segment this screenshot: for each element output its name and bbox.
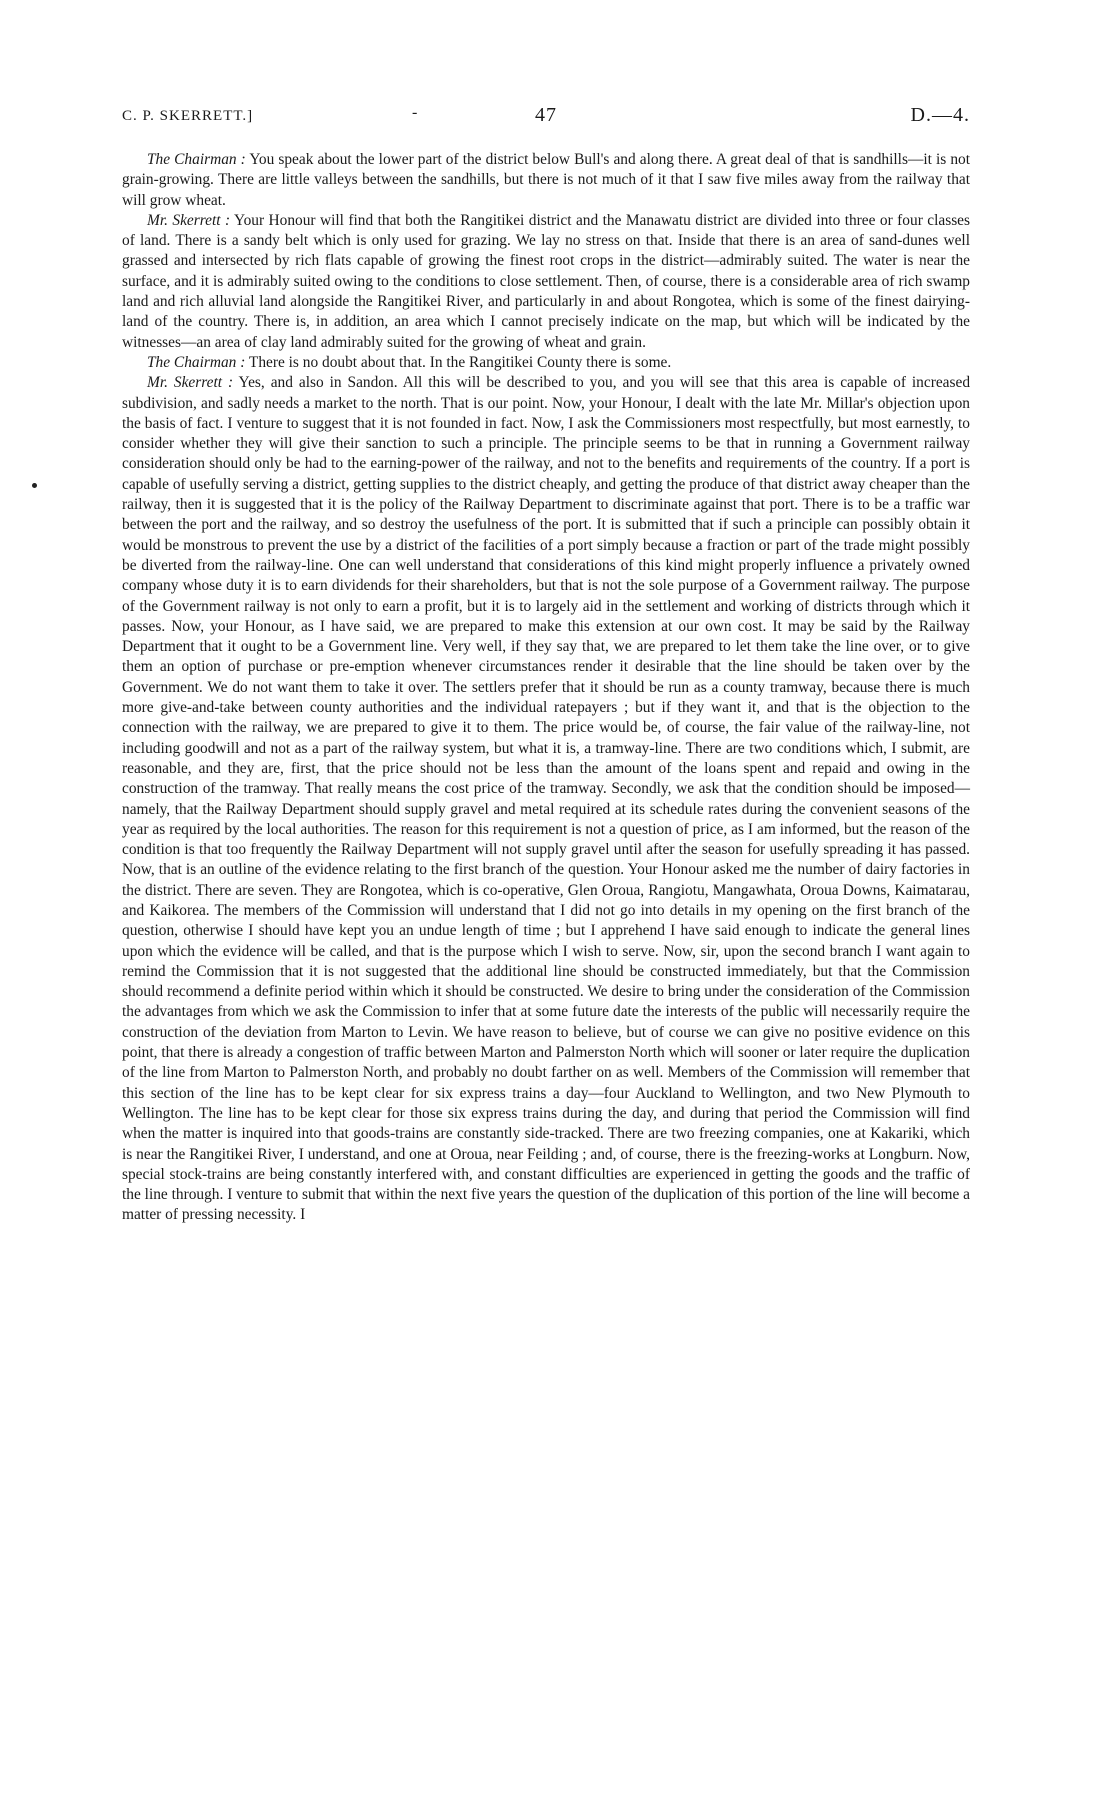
speaker-name: The Chairman : (147, 151, 246, 168)
paragraph (122, 373, 970, 1225)
paragraph-text: There is no doubt about that. In the Rangitikei County there is some. (248, 353, 672, 371)
header-document-code: D.—4. (910, 104, 970, 126)
page-header (122, 104, 970, 134)
paragraph (122, 353, 970, 373)
header-witness-name: C. P. SKERRETT.] (122, 108, 254, 124)
page-number: 47 (535, 104, 557, 126)
document-body (122, 150, 970, 1226)
speaker-name: Mr. Skerrett : (147, 374, 234, 392)
paragraph-text: You speak about the lower part of the district below Bull's and along there. A great deal of that is sandhills—it is not grain-growing. There are little valleys between the sandhills, but there is not much of it that I saw five miles away from the railway that will grow wheat. (122, 151, 970, 209)
margin-dot (32, 483, 37, 488)
header-dash: - (412, 104, 419, 121)
speaker-name: Mr. Skerrett : (147, 211, 231, 229)
paragraph-text: Yes, and also in Sandon. All this will be described to you, and you will see that this area is capable of increased subdivision, and sadly needs a market to the north. That is our point. Now, your Honour, I dealt with the late Mr. Millar's objection upon the basis of fact. I venture to suggest that it is not founded in fact. Now, I ask the Commissioners most respectfully, but most earnestly, to consider whether they will give their sanction to such a principle. The principle seems to be that in running a Government railway consideration should only be had to the earning-power of the railway, and not to the benefits and requirements of the country. If a port is capable of usefully serving a district, getting supplies to the district cheaply, and getting the produce of that district away cheaper than the railway, then it is suggested that it is the policy of the Railway Department to discriminate against that port. There is to be a traffic war between the port and the railway, and so destroy the usefulness of the port. It is submitted that if such a principle can possibly obtain it would be monstrous to prevent the use by a district of the facilities of a port simply because a fraction or part of the trade might possibly be diverted from the railway-line. One can well understand that considerations of this kind might properly influence a privately owned company whose duty it is to earn dividends for their shareholders, but that is not the sole purpose of a Government railway. The purpose of the Government railway is not only to earn a profit, but it is to largely aid in the settlement and working of districts through which it passes. Now, your Honour, as I have said, we are prepared to make this extension at our own cost. It may be said by the Railway Department that it ought to be a Government line. Very well, if they say that, we are prepared to let them take the line over, or to give them an option of purchase or pre-emption whenever circumstances render it desirable that the line should be taken over by the Government. We do not want them to take it over. The settlers prefer that it should be run as a county tramway, because there is much more give-and-take between county authorities and the individual ratepayers ; but if they want it, and that is the objection to the connection with the railway, we are prepared to give it to them. The price would be, of course, the fair value of the railway-line, not including goodwill and not as a part of the railway system, but what it is, a tramway-line. There are two conditions which, I submit, are reasonable, and they are, first, that the price should not be less than the amount of the loans spent and repaid and owing in the construction of the tramway. That really means the cost price of the tramway. Secondly, we ask that the condition should be imposed—namely, that the Railway Department should supply gravel and metal required at its schedule rates during the convenient seasons of the year as required by the local authorities. The reason for this requirement is not a question of price, as I am informed, but the reason of the condition is that too frequently the Railway Department will not supply gravel until after the season for usefully spreading it has passed. Now, that is an outline of the evidence relating to the first branch of the question. Your Honour asked me the number of dairy factories in the district. There are seven. They are Rongotea, which is co-operative, Glen Oroua, Rangiotu, Mangawhata, Oroua Downs, Kaimatarau, and Kaikorea. The members of the Commission will understand that I did not go into details in my opening on the first branch of the question, otherwise I should have kept you an undue length of time ; but I apprehend I have said enough to indicate the general lines upon which the evidence will be called, and that is the purpose which I wish to serve. Now, sir, upon the second branch I want again to remind the Commission that it is not suggested that the additional line should be constructed immediately, but that the Commission should recommend a definite period within which it should be constructed. We desire to bring under the consideration of the Commission the advantages from which we ask the Commission to infer that at some future date the interests of the public will necessarily require the construction of the deviation from Marton to Levin. We have reason to believe, but of course we can give no positive evidence on this point, that there is already a congestion of traffic between Marton and Palmerston North which will sooner or later require the duplication of the line from Marton to Palmerston North, and probably no doubt farther on as well. Members of the Commission will remember that this section of the line has to be kept clear for six express trains a day—four Auckland to Wellington, and two New Plymouth to Wellington. The line has to be kept clear for those six express trains during the day, and during that period the Commission will find when the matter is inquired into that goods-trains are constantly side-tracked. There are two freezing companies, one at Kakariki, which is near the Rangitikei River, I understand, and one at Oroua, near Feilding ; and, of course, there is the freezing-works at Longburn. Now, special stock-trains are being constantly interfered with, and constant difficulties are experienced in getting the goods and the traffic of the line through. I venture to submit that within the next five years the question of the duplication of this portion of the line will become a matter of pressing necessity. I (122, 374, 971, 1224)
paragraph-text: Your Honour will find that both the Rangitikei district and the Manawatu district are divided into three or four classes of land. There is a sandy belt which is only used for grazing. We lay no stress on that. Inside that there is an area of sand-dunes well grassed and intersected by rich flats capable of growing the finest root crops in the district—admirably suited. The water is near the surface, and it is admirably suited owing to the conditions to close settlement. Then, of course, there is a considerable area of rich swamp land and rich alluvial land alongside the Rangitikei River, and particularly in and about Rongotea, which is some of the finest dairying-land of the country. There is, in addition, an area which I cannot precisely indicate on the map, but which will be indicated by the witnesses—an area of clay land admirably suited for the growing of wheat and grain. (122, 211, 970, 351)
speaker-name: The Chairman : (147, 353, 246, 371)
paragraph (122, 211, 970, 353)
paragraph (122, 150, 970, 211)
